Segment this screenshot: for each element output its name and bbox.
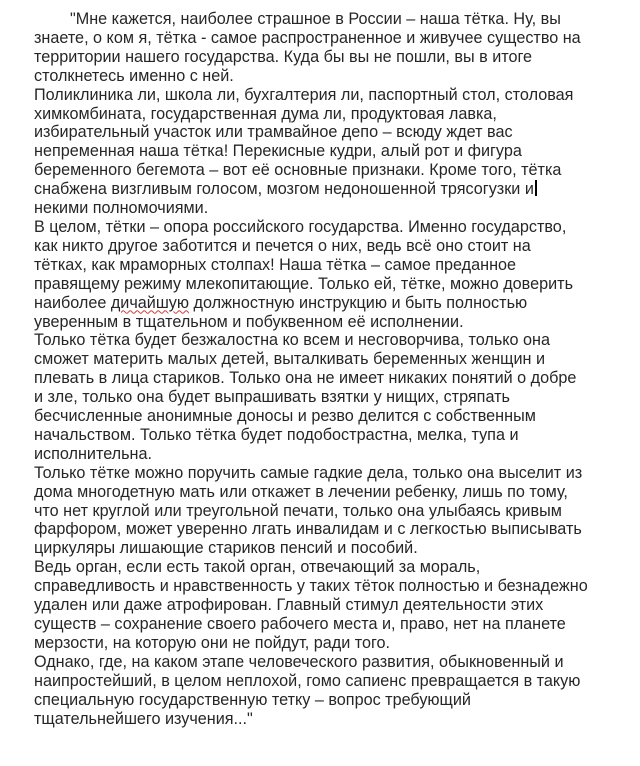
text-line: беременного бегемота – вот её основные признаки. Кроме того, тётка (34, 161, 562, 180)
text-line: избирательный участок или трамвайное депо – всюду ждет вас (34, 123, 513, 142)
text-line: мерзости, на которую они не пойдут, ради того. (34, 633, 391, 652)
text-line (34, 180, 624, 199)
text-line: и зле, только она будет выпрашивать взятки у нищих, стряпать (34, 388, 510, 407)
text-line: некими полномочиями. (34, 199, 209, 218)
text-line: существ – сохранение своего рабочего места и, право, нет на планете (34, 615, 566, 633)
text-segment: должностную инструкцию и быть полностью (189, 293, 528, 312)
text-line: что нет круглой или треугольной печати, только она улыбаясь кривым (34, 501, 562, 520)
text-line: Однако, где, на каком этапе человеческого развития, обыкновенный и (34, 652, 564, 671)
text-line: В целом, тётки – опора российского государства. Именно государство, (34, 217, 567, 236)
text-line: Ведь орган, если есть такой орган, отвечающий за мораль, (34, 558, 481, 577)
text-line: плевать в лица стариков. Только она не имеет никаких понятий о добре (34, 369, 577, 388)
paragraph-7 (34, 653, 624, 729)
paragraph-6 (34, 558, 624, 653)
text-line: тщательнейшего изучения..." (34, 709, 253, 728)
text-line: как никто другое заботится и печется о них, ведь всё оно стоит на (34, 236, 531, 255)
text-line: наипростейший, в целом неплохой, гомо сапиенс превращается в такую (34, 671, 581, 690)
text-line: начальством. Только тётка будет подобострастна, мелка, тупа и (34, 425, 519, 444)
text-line: Только тётке можно поручить самые гадкие дела, только она выселит из (34, 463, 583, 482)
text-segment: наиболее (34, 293, 111, 312)
text-line: Только тётка будет безжалостна ко всем и несговорчива, только она (34, 331, 550, 350)
text-line: непременная наша тётка! Перекисные кудри, алый рот и фигура (34, 142, 522, 161)
text-line: фарфором, может уверенно лгать инвалидам и с легкостью выписывать (34, 520, 582, 539)
text-cursor (535, 180, 537, 196)
text-line: бесчисленные анонимные доносы и резво делится с собственным (34, 407, 536, 426)
paragraph-5 (34, 464, 624, 559)
text-line: химкомбината, государственная дума ли, продуктовая лавка, (34, 104, 497, 123)
text-line: столкнетесь именно с ней. (34, 66, 234, 85)
paragraph-3 (34, 218, 624, 331)
misspelled-word[interactable]: дичайшую (110, 293, 190, 312)
text-line: уверенным в тщательном и побуквенном её исполнении. (34, 312, 464, 331)
text-line: дома многодетную мать или откажет в лечении ребенку, лишь по тому, (34, 482, 568, 501)
text-line: знаете, о ком я, тётка - самое распространенное и живучее существо на (34, 28, 581, 47)
text-line: правящему режиму млекопитающие. Только ей, тётке, можно доверить (34, 274, 573, 293)
paragraph-2 (34, 86, 624, 218)
text-line: специальную государственную тетку – вопрос требующий (34, 690, 471, 709)
text-line: циркуляры лишающие стариков пенсий и пособий. (34, 539, 418, 558)
paragraph-1 (34, 10, 624, 86)
text-line (34, 294, 624, 313)
document-body[interactable] (34, 10, 624, 728)
paragraph-4 (34, 331, 624, 463)
text-line: исполнительна. (34, 444, 152, 463)
text-line: удален или даже атрофирован. Главный стимул деятельности этих (34, 596, 544, 615)
text-line-content: снабжена визгливым голосом, мозгом недоношенной трясогузки и (34, 180, 534, 199)
text-line: территории нашего государства. Куда бы вы не пошли, вы в итоге (34, 47, 533, 66)
text-line: "Мне кажется, наиболее страшное в России – наша тётка. Ну, вы (70, 10, 561, 28)
text-line: справедливость и нравственность у таких тёток полностью и безнадежно (34, 577, 588, 596)
text-line: Поликлиника ли, школа ли, бухгалтерия ли, паспортный стол, столовая (34, 85, 574, 104)
text-line: сможет материть малых детей, выталкивать беременных женщин и (34, 350, 546, 369)
text-line: тётках, как мраморных столпах! Наша тётка – самое преданное (34, 255, 517, 274)
